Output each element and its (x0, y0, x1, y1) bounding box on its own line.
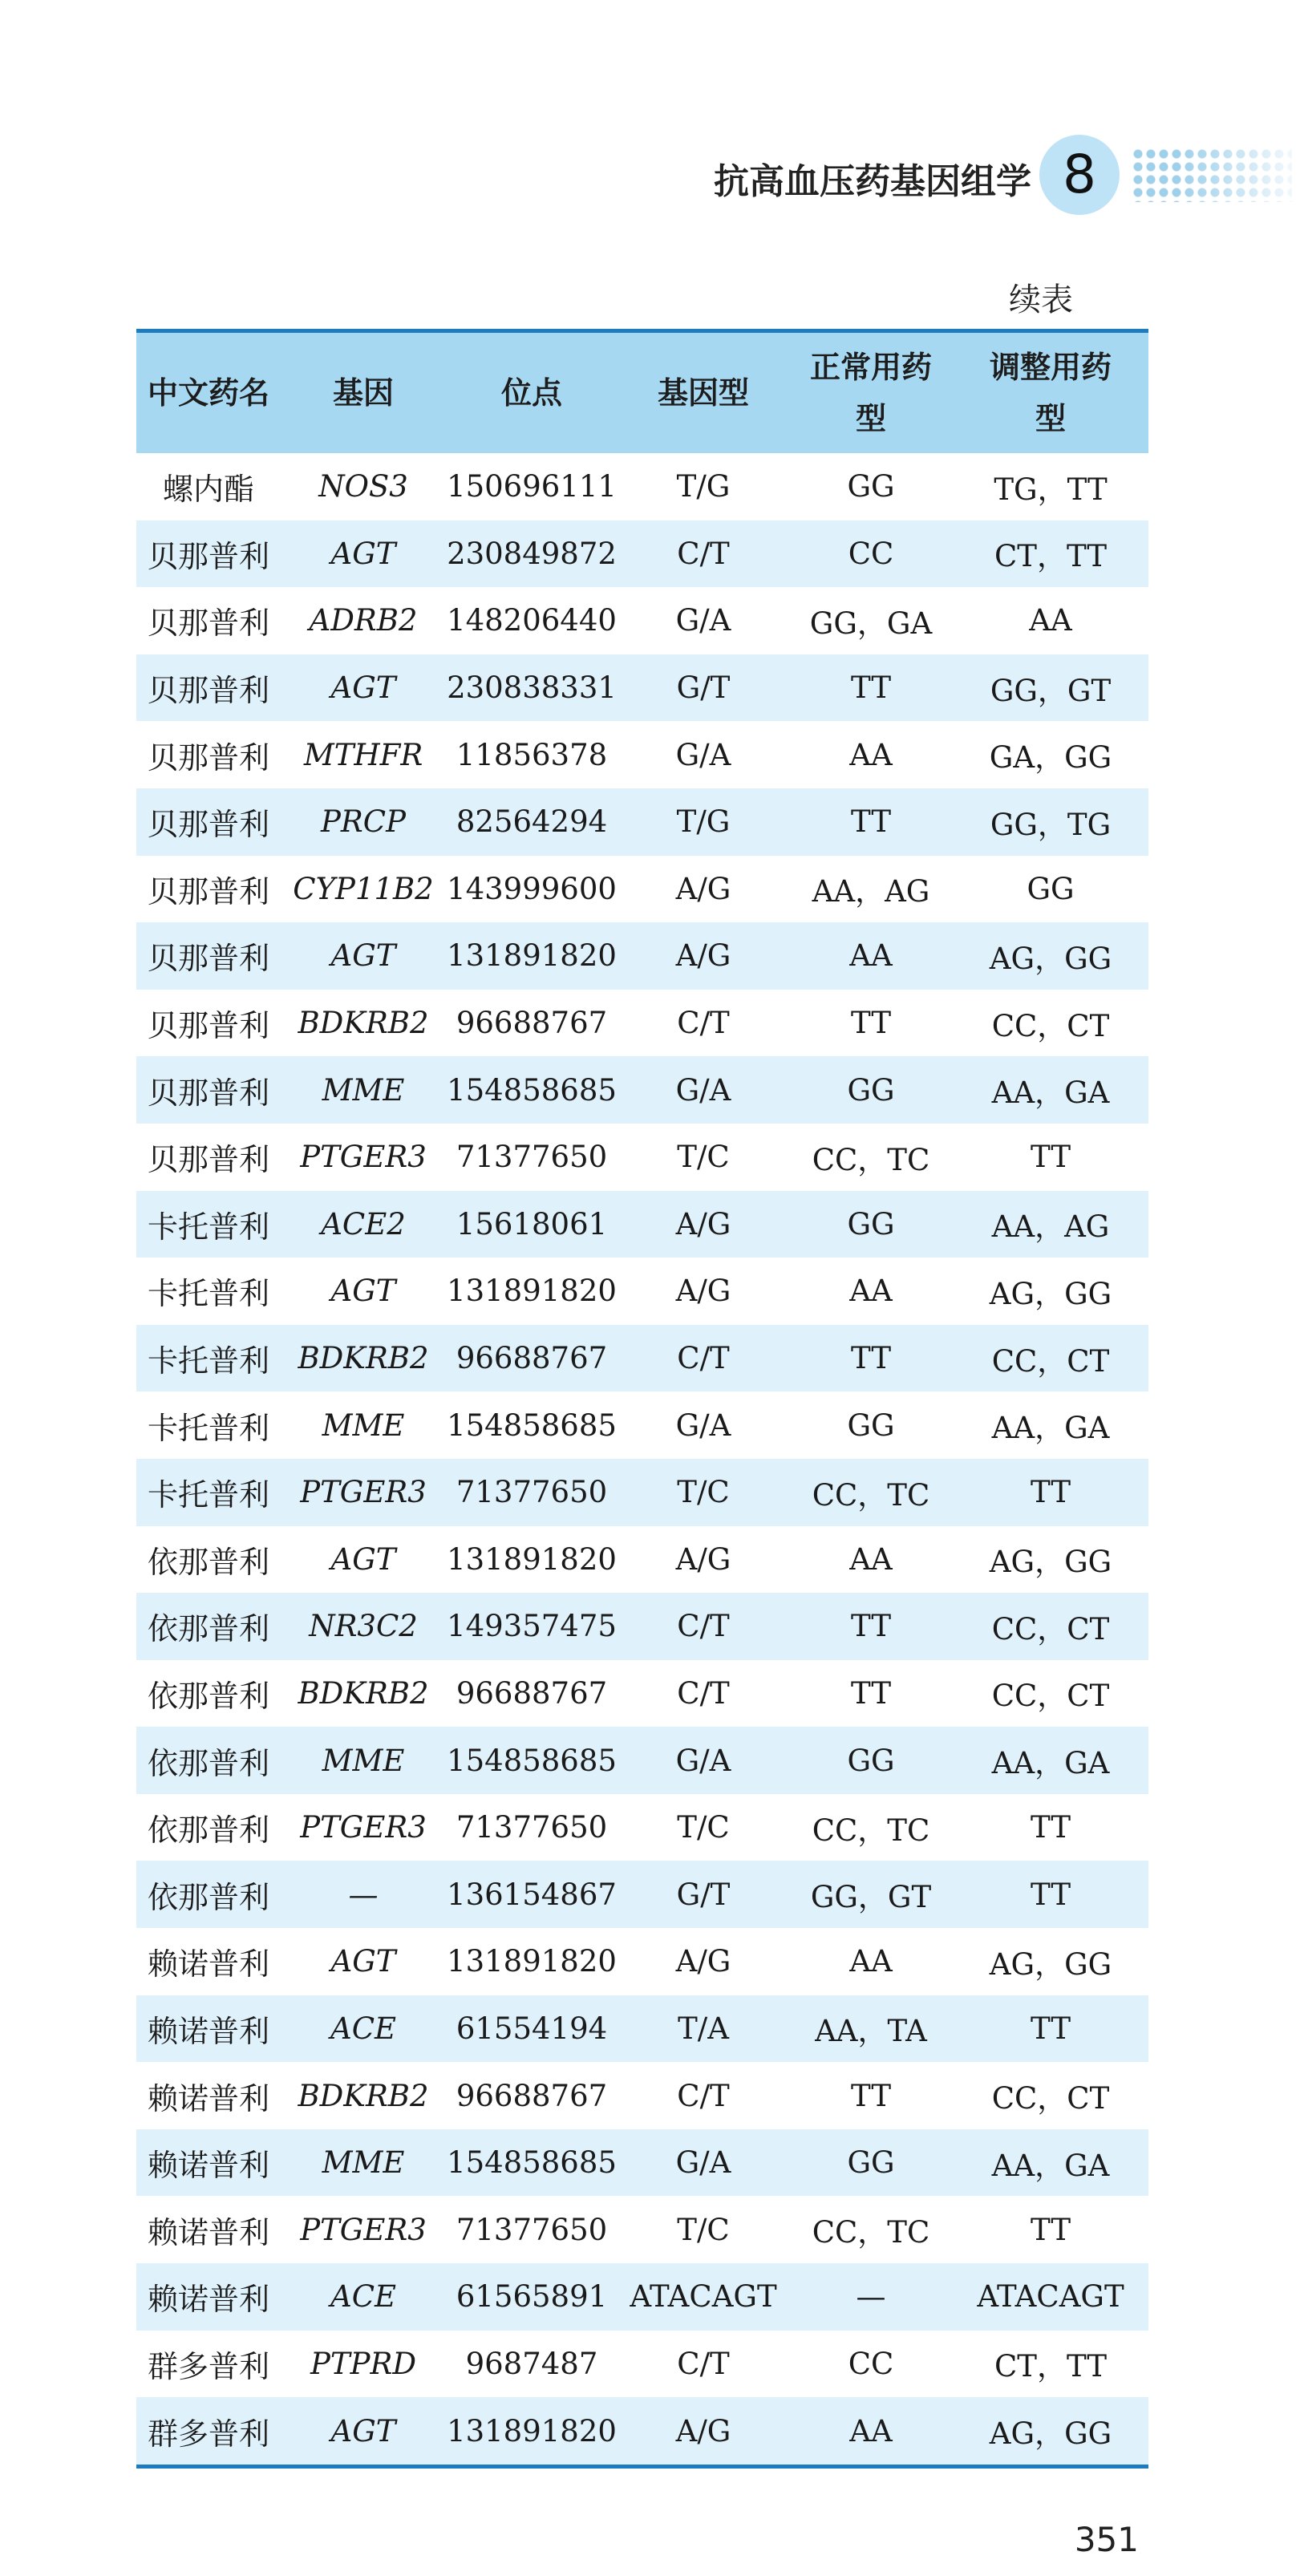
cell-drug-name: 赖诺普利 (136, 2196, 281, 2263)
table-row (136, 1258, 1148, 1325)
cell-gene: AGT (281, 1928, 446, 1995)
cell-normal-type: GG，GT (789, 1861, 953, 1928)
cell-adjusted-type: AG，GG (953, 2397, 1148, 2466)
table-body (136, 453, 1148, 2466)
cell-genotype: G/T (618, 654, 789, 722)
cell-drug-name: 赖诺普利 (136, 2129, 281, 2197)
cell-gene: — (281, 1861, 446, 1928)
cell-drug-name: 赖诺普利 (136, 1928, 281, 1995)
header-genotype: 基因型 (618, 331, 789, 454)
cell-gene: PTGER3 (281, 1794, 446, 1861)
cell-drug-name: 赖诺普利 (136, 1995, 281, 2063)
table-row (136, 2331, 1148, 2398)
cell-normal-type: GG (789, 1056, 953, 1124)
table-header-row (136, 331, 1148, 454)
cell-drug-name: 贝那普利 (136, 922, 281, 990)
cell-genotype: T/G (618, 453, 789, 520)
cell-genotype: T/G (618, 788, 789, 856)
cell-locus: 131891820 (446, 1928, 618, 1995)
table-row (136, 1727, 1148, 1794)
cell-adjusted-type: GA，GG (953, 721, 1148, 788)
table-row (136, 922, 1148, 990)
cell-locus: 131891820 (446, 1258, 618, 1325)
cell-adjusted-type: CT，TT (953, 520, 1148, 588)
cell-drug-name: 依那普利 (136, 1861, 281, 1928)
cell-normal-type: GG (789, 1727, 953, 1794)
cell-gene: PTGER3 (281, 1459, 446, 1526)
table-row (136, 2129, 1148, 2197)
cell-normal-type: TT (789, 2062, 953, 2129)
cell-gene: NR3C2 (281, 1593, 446, 1660)
cell-locus: 96688767 (446, 990, 618, 1057)
cell-normal-type: CC，TC (789, 1124, 953, 1191)
cell-genotype: G/A (618, 1727, 789, 1794)
cell-gene: MME (281, 1056, 446, 1124)
table-row (136, 1861, 1148, 1928)
cell-genotype: C/T (618, 2062, 789, 2129)
cell-drug-name: 卡托普利 (136, 1391, 281, 1459)
cell-locus: 154858685 (446, 1727, 618, 1794)
cell-adjusted-type: AA (953, 587, 1148, 654)
cell-gene: BDKRB2 (281, 1660, 446, 1727)
table-row (136, 2263, 1148, 2331)
cell-drug-name: 贝那普利 (136, 520, 281, 588)
cell-normal-type: AA (789, 922, 953, 990)
cell-genotype: A/G (618, 1526, 789, 1594)
cell-drug-name: 群多普利 (136, 2331, 281, 2398)
cell-normal-type: TT (789, 1660, 953, 1727)
cell-drug-name: 赖诺普利 (136, 2263, 281, 2331)
table-row (136, 2397, 1148, 2466)
cell-drug-name: 贝那普利 (136, 990, 281, 1057)
cell-gene: BDKRB2 (281, 1325, 446, 1392)
cell-genotype: A/G (618, 922, 789, 990)
cell-adjusted-type: GG (953, 856, 1148, 923)
cell-normal-type: AA (789, 2397, 953, 2466)
cell-drug-name: 贝那普利 (136, 1124, 281, 1191)
table-row (136, 1526, 1148, 1594)
table-row (136, 788, 1148, 856)
cell-gene: AGT (281, 1258, 446, 1325)
table-row (136, 520, 1148, 588)
cell-adjusted-type: CC，CT (953, 1325, 1148, 1392)
cell-locus: 154858685 (446, 1391, 618, 1459)
table-row (136, 856, 1148, 923)
chapter-number-badge: 8 (1039, 135, 1120, 215)
cell-locus: 230849872 (446, 520, 618, 588)
cell-locus: 143999600 (446, 856, 618, 923)
cell-genotype: G/A (618, 1056, 789, 1124)
cell-adjusted-type: AG，GG (953, 1928, 1148, 1995)
cell-adjusted-type: AA，GA (953, 2129, 1148, 2197)
cell-locus: 96688767 (446, 2062, 618, 2129)
cell-genotype: G/A (618, 587, 789, 654)
cell-normal-type: AA，AG (789, 856, 953, 923)
cell-normal-type: AA (789, 1258, 953, 1325)
table-row (136, 587, 1148, 654)
header-normal-type: 正常用药型 (789, 331, 953, 454)
table-row (136, 1928, 1148, 1995)
cell-locus: 15618061 (446, 1191, 618, 1258)
cell-gene: ACE (281, 2263, 446, 2331)
cell-normal-type: AA (789, 721, 953, 788)
cell-drug-name: 依那普利 (136, 1526, 281, 1594)
table-row (136, 1794, 1148, 1861)
cell-genotype: G/A (618, 721, 789, 788)
table-row (136, 1459, 1148, 1526)
cell-adjusted-type: TG，TT (953, 453, 1148, 520)
cell-genotype: C/T (618, 1660, 789, 1727)
cell-genotype: A/G (618, 1928, 789, 1995)
cell-genotype: T/A (618, 1995, 789, 2063)
cell-genotype: C/T (618, 990, 789, 1057)
cell-gene: BDKRB2 (281, 990, 446, 1057)
cell-gene: BDKRB2 (281, 2062, 446, 2129)
cell-locus: 71377650 (446, 1124, 618, 1191)
page-header (658, 135, 1300, 215)
cell-adjusted-type: TT (953, 1794, 1148, 1861)
cell-gene: MTHFR (281, 721, 446, 788)
cell-gene: PRCP (281, 788, 446, 856)
cell-adjusted-type: CC，CT (953, 1593, 1148, 1660)
cell-gene: ACE2 (281, 1191, 446, 1258)
cell-genotype: T/C (618, 2196, 789, 2263)
cell-gene: MME (281, 1727, 446, 1794)
cell-adjusted-type: AA，AG (953, 1191, 1148, 1258)
cell-drug-name: 卡托普利 (136, 1325, 281, 1392)
table-row (136, 1995, 1148, 2063)
table-row (136, 1391, 1148, 1459)
cell-locus: 96688767 (446, 1660, 618, 1727)
cell-drug-name: 依那普利 (136, 1794, 281, 1861)
cell-locus: 96688767 (446, 1325, 618, 1392)
cell-drug-name: 贝那普利 (136, 788, 281, 856)
table-row (136, 2196, 1148, 2263)
chapter-title: 抗高血压药基因组学 (714, 161, 1031, 202)
cell-normal-type: AA (789, 1928, 953, 1995)
cell-locus: 61565891 (446, 2263, 618, 2331)
cell-locus: 148206440 (446, 587, 618, 654)
header-locus: 位点 (446, 331, 618, 454)
cell-normal-type: TT (789, 1593, 953, 1660)
table-continued-label: 续表 (1009, 281, 1073, 318)
cell-adjusted-type: GG，GT (953, 654, 1148, 722)
cell-genotype: G/T (618, 1861, 789, 1928)
page-number: 351 (1074, 2520, 1139, 2559)
cell-gene: MME (281, 1391, 446, 1459)
cell-normal-type: CC，TC (789, 2196, 953, 2263)
table-row (136, 721, 1148, 788)
cell-gene: PTGER3 (281, 1124, 446, 1191)
cell-adjusted-type: ATACAGT (953, 2263, 1148, 2331)
cell-drug-name: 赖诺普利 (136, 2062, 281, 2129)
cell-adjusted-type: TT (953, 1995, 1148, 2063)
cell-genotype: G/A (618, 2129, 789, 2197)
cell-gene: AGT (281, 520, 446, 588)
header-adjusted-type: 调整用药型 (953, 331, 1148, 454)
cell-normal-type: TT (789, 788, 953, 856)
cell-locus: 136154867 (446, 1861, 618, 1928)
cell-gene: AGT (281, 1526, 446, 1594)
cell-drug-name: 群多普利 (136, 2397, 281, 2466)
cell-adjusted-type: TT (953, 1124, 1148, 1191)
cell-gene: PTGER3 (281, 2196, 446, 2263)
cell-normal-type: GG，GA (789, 587, 953, 654)
cell-locus: 154858685 (446, 2129, 618, 2197)
cell-gene: ACE (281, 1995, 446, 2063)
cell-gene: AGT (281, 654, 446, 722)
cell-gene: AGT (281, 2397, 446, 2466)
cell-gene: CYP11B2 (281, 856, 446, 923)
cell-genotype: C/T (618, 1325, 789, 1392)
table-row (136, 654, 1148, 722)
cell-adjusted-type: CC，CT (953, 990, 1148, 1057)
cell-locus: 154858685 (446, 1056, 618, 1124)
cell-drug-name: 贝那普利 (136, 721, 281, 788)
cell-genotype: ATACAGT (618, 2263, 789, 2331)
cell-adjusted-type: CC，CT (953, 2062, 1148, 2129)
table-row (136, 1191, 1148, 1258)
table-row (136, 990, 1148, 1057)
cell-genotype: A/G (618, 1258, 789, 1325)
cell-locus: 131891820 (446, 2397, 618, 2466)
cell-genotype: T/C (618, 1459, 789, 1526)
cell-adjusted-type: AG，GG (953, 1526, 1148, 1594)
cell-drug-name: 卡托普利 (136, 1258, 281, 1325)
cell-genotype: T/C (618, 1794, 789, 1861)
cell-drug-name: 依那普利 (136, 1660, 281, 1727)
header-gene: 基因 (281, 331, 446, 454)
cell-gene: MME (281, 2129, 446, 2197)
cell-drug-name: 螺内酯 (136, 453, 281, 520)
cell-normal-type: — (789, 2263, 953, 2331)
cell-normal-type: TT (789, 654, 953, 722)
cell-gene: NOS3 (281, 453, 446, 520)
cell-adjusted-type: AG，GG (953, 922, 1148, 990)
cell-locus: 82564294 (446, 788, 618, 856)
cell-genotype: A/G (618, 856, 789, 923)
cell-normal-type: GG (789, 453, 953, 520)
cell-normal-type: GG (789, 2129, 953, 2197)
cell-adjusted-type: AA，GA (953, 1056, 1148, 1124)
cell-genotype: G/A (618, 1391, 789, 1459)
cell-drug-name: 贝那普利 (136, 856, 281, 923)
cell-gene: PTPRD (281, 2331, 446, 2398)
cell-drug-name: 贝那普利 (136, 587, 281, 654)
cell-normal-type: TT (789, 990, 953, 1057)
cell-normal-type: CC，TC (789, 1794, 953, 1861)
cell-gene: ADRB2 (281, 587, 446, 654)
cell-locus: 131891820 (446, 1526, 618, 1594)
header-drug-name: 中文药名 (136, 331, 281, 454)
pharmacogenomics-table (136, 329, 1148, 2469)
cell-adjusted-type: TT (953, 1459, 1148, 1526)
cell-drug-name: 依那普利 (136, 1727, 281, 1794)
cell-locus: 131891820 (446, 922, 618, 990)
cell-locus: 9687487 (446, 2331, 618, 2398)
cell-normal-type: CC (789, 520, 953, 588)
table-row (136, 453, 1148, 520)
cell-adjusted-type: CT，TT (953, 2331, 1148, 2398)
cell-adjusted-type: TT (953, 1861, 1148, 1928)
cell-locus: 71377650 (446, 1794, 618, 1861)
cell-normal-type: GG (789, 1391, 953, 1459)
cell-genotype: C/T (618, 1593, 789, 1660)
cell-genotype: T/C (618, 1124, 789, 1191)
cell-drug-name: 贝那普利 (136, 1056, 281, 1124)
cell-adjusted-type: GG，TG (953, 788, 1148, 856)
table-row (136, 1593, 1148, 1660)
decorative-dot-pattern-icon (1132, 148, 1292, 202)
cell-gene: AGT (281, 922, 446, 990)
cell-locus: 11856378 (446, 721, 618, 788)
cell-drug-name: 依那普利 (136, 1593, 281, 1660)
cell-adjusted-type: AA，GA (953, 1391, 1148, 1459)
cell-adjusted-type: CC，CT (953, 1660, 1148, 1727)
cell-genotype: A/G (618, 1191, 789, 1258)
cell-drug-name: 卡托普利 (136, 1191, 281, 1258)
cell-drug-name: 卡托普利 (136, 1459, 281, 1526)
cell-genotype: C/T (618, 2331, 789, 2398)
cell-locus: 150696111 (446, 453, 618, 520)
table-row (136, 1660, 1148, 1727)
cell-locus: 71377650 (446, 2196, 618, 2263)
table-row (136, 1124, 1148, 1191)
cell-locus: 149357475 (446, 1593, 618, 1660)
cell-locus: 71377650 (446, 1459, 618, 1526)
cell-genotype: A/G (618, 2397, 789, 2466)
cell-normal-type: AA (789, 1526, 953, 1594)
cell-normal-type: GG (789, 1191, 953, 1258)
cell-locus: 61554194 (446, 1995, 618, 2063)
cell-locus: 230838331 (446, 654, 618, 722)
cell-normal-type: CC (789, 2331, 953, 2398)
table-row (136, 2062, 1148, 2129)
cell-normal-type: TT (789, 1325, 953, 1392)
cell-adjusted-type: AA，GA (953, 1727, 1148, 1794)
table-row (136, 1056, 1148, 1124)
cell-normal-type: CC，TC (789, 1459, 953, 1526)
cell-adjusted-type: TT (953, 2196, 1148, 2263)
cell-genotype: C/T (618, 520, 789, 588)
table-row (136, 1325, 1148, 1392)
cell-normal-type: AA，TA (789, 1995, 953, 2063)
cell-adjusted-type: AG，GG (953, 1258, 1148, 1325)
cell-drug-name: 贝那普利 (136, 654, 281, 722)
